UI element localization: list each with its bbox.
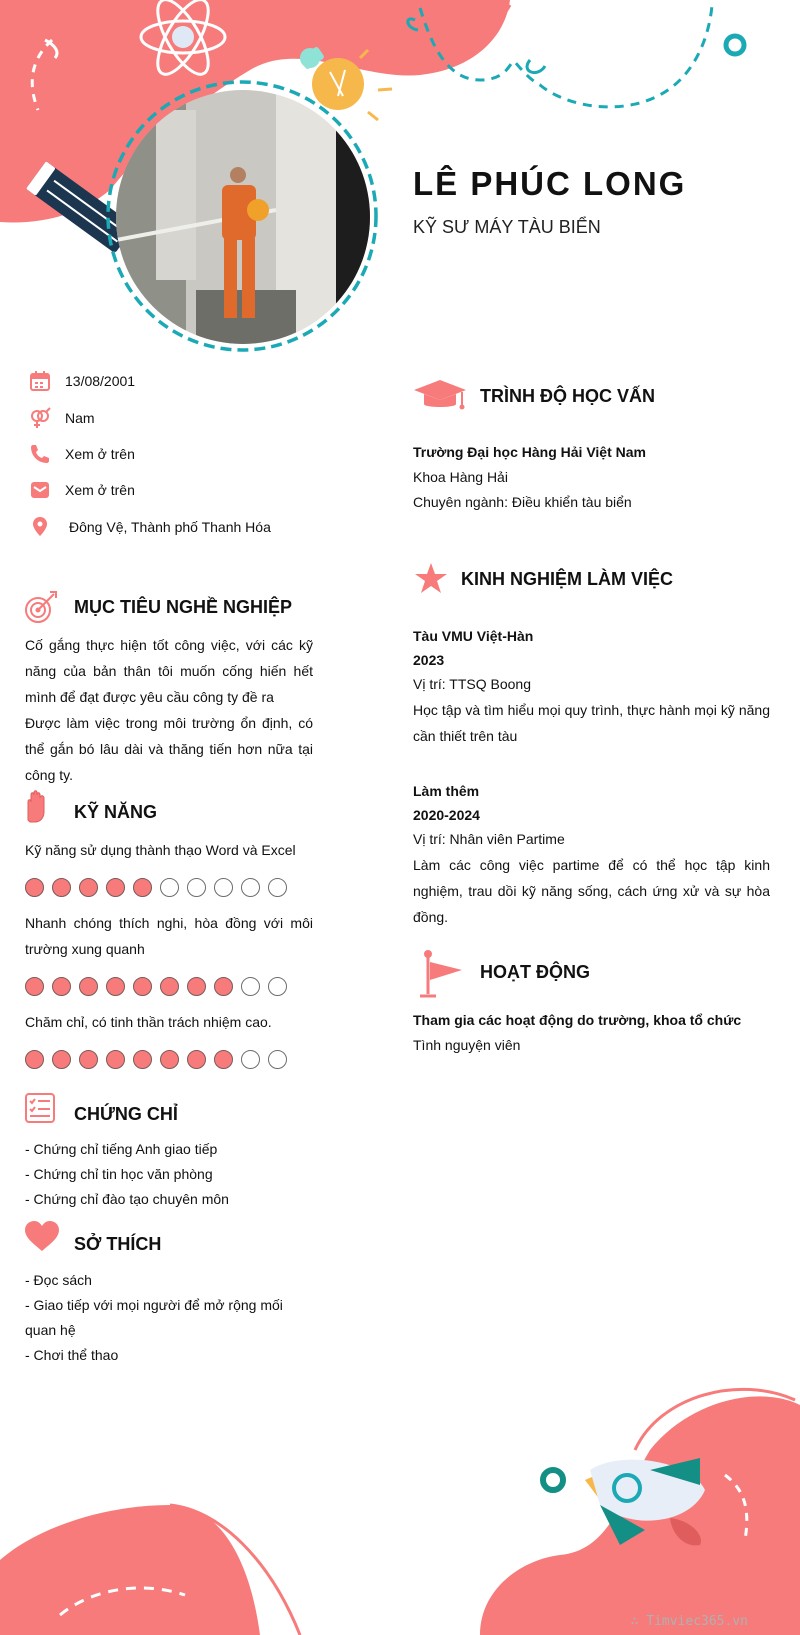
skill-dot-filled xyxy=(106,878,125,897)
experience-title: KINH NGHIỆM LÀM VIỆC xyxy=(461,569,674,589)
contact-phone xyxy=(28,441,135,467)
skill-dot-filled xyxy=(133,977,152,996)
mail-icon xyxy=(28,478,52,502)
contact-birthday xyxy=(28,368,136,394)
contact-email xyxy=(28,477,135,503)
skill-name-2: Nhanh chóng thích nghi, hòa đồng với môi trường xung quanh xyxy=(25,915,313,957)
skills-title: KỸ NĂNG xyxy=(74,802,158,822)
skill-dot-filled xyxy=(187,1050,206,1069)
skill-dot-filled xyxy=(25,977,44,996)
skill-dot-empty xyxy=(268,878,287,897)
skill-dot-filled xyxy=(106,1050,125,1069)
education-title: TRÌNH ĐỘ HỌC VẤN xyxy=(480,386,655,406)
skill-dot-empty xyxy=(214,878,233,897)
skill-name-1: Kỹ năng sử dụng thành thạo Word và Excel xyxy=(25,842,296,858)
hobby-item: - Đọc sách xyxy=(25,1272,92,1288)
objective-paragraph-2: Được làm việc trong môi trường ổn định, có thể gắn bó lâu dài và thăng tiến hơn nữa tại công ty. xyxy=(25,715,313,783)
heart-icon xyxy=(24,1220,60,1252)
job-company: Làm thêm xyxy=(413,783,480,799)
activity-role: Tình nguyện viên xyxy=(413,1037,521,1053)
education-faculty: Khoa Hàng Hải xyxy=(413,469,508,485)
objective-paragraph-1: Cố gắng thực hiện tốt công việc, với các kỹ năng của bản thân tôi muốn cống hiến hết mình để đạt được yêu cầu công ty đề ra xyxy=(25,637,313,705)
skill-dot-filled xyxy=(133,1050,152,1069)
objective-title: MỤC TIÊU NGHỀ NGHIỆP xyxy=(74,597,293,617)
skill-dot-filled xyxy=(214,1050,233,1069)
hand-icon xyxy=(24,790,48,824)
certificates-title: CHỨNG CHỈ xyxy=(74,1104,178,1124)
skill-dot-filled xyxy=(160,977,179,996)
flag-icon xyxy=(418,950,464,998)
skill-dot-empty xyxy=(268,1050,287,1069)
hobby-item: - Chơi thể thao xyxy=(25,1347,119,1363)
job-description: Làm các công việc partime để có thể học tập kinh nghiệm, trau dồi kỹ năng sống, cách ứng xử và sự hòa đồng. xyxy=(413,857,770,925)
objective-text xyxy=(25,632,313,788)
skill-dot-empty xyxy=(241,977,260,996)
skill-dot-filled xyxy=(79,878,98,897)
skill-dot-filled xyxy=(52,878,71,897)
skill-dot-filled xyxy=(52,1050,71,1069)
gender-text: Nam xyxy=(65,410,95,426)
skill-dot-filled xyxy=(106,977,125,996)
skill-dot-empty xyxy=(187,878,206,897)
target-icon xyxy=(24,590,58,624)
hobbies-title: SỞ THÍCH xyxy=(74,1234,162,1254)
certificate-item: - Chứng chỉ tin học văn phòng xyxy=(25,1166,213,1182)
footer-brand[interactable]: ∴ Timviec365.vn xyxy=(630,1614,748,1629)
activity-name: Tham gia các hoạt động do trường, khoa tổ chức xyxy=(413,1012,742,1028)
contact-gender xyxy=(28,405,95,431)
star-icon xyxy=(413,562,449,596)
skill-dot-filled xyxy=(25,1050,44,1069)
job-company: Tàu VMU Việt-Hàn xyxy=(413,628,534,644)
email-text[interactable]: Xem ở trên xyxy=(65,482,135,498)
hobby-item: - Giao tiếp với mọi người để mở rộng mối quan hệ xyxy=(25,1297,283,1338)
checklist-icon xyxy=(24,1092,56,1124)
skill-dot-filled xyxy=(25,878,44,897)
rocket-icon xyxy=(543,1458,705,1545)
skill-dot-filled xyxy=(79,977,98,996)
skill-dot-filled xyxy=(160,1050,179,1069)
phone-icon xyxy=(28,442,52,466)
certificate-item: - Chứng chỉ đào tạo chuyên môn xyxy=(25,1191,229,1207)
skill-dot-filled xyxy=(187,977,206,996)
job-description: Học tập và tìm hiểu mọi quy trình, thực hành mọi kỹ năng cần thiết trên tàu xyxy=(413,702,770,744)
education-school: Trường Đại học Hàng Hải Việt Nam xyxy=(413,444,646,460)
profile-photo xyxy=(116,90,370,344)
skill-dot-filled xyxy=(133,878,152,897)
graduation-cap-icon xyxy=(413,378,467,412)
calendar-icon xyxy=(28,369,52,393)
skill-dot-filled xyxy=(52,977,71,996)
candidate-name: LÊ PHÚC LONG xyxy=(413,165,687,202)
address-text: Đông Vệ, Thành phố Thanh Hóa xyxy=(69,519,271,535)
activities-title: HOẠT ĐỘNG xyxy=(480,962,590,982)
birthday-text: 13/08/2001 xyxy=(65,373,136,389)
job-position: Vị trí: Nhân viên Partime xyxy=(413,831,565,847)
job-position: Vị trí: TTSQ Boong xyxy=(413,676,532,692)
location-icon xyxy=(28,515,52,539)
phone-text[interactable]: Xem ở trên xyxy=(65,446,135,462)
skill-name-3: Chăm chỉ, có tinh thần trách nhiệm cao. xyxy=(25,1014,272,1030)
skill-dot-empty xyxy=(160,878,179,897)
skill-rating-3 xyxy=(25,1050,287,1069)
job-period: 2023 xyxy=(413,652,445,668)
job-title: KỸ SƯ MÁY TÀU BIỂN xyxy=(413,217,601,237)
skill-rating-2 xyxy=(25,977,287,996)
job-period: 2020-2024 xyxy=(413,807,480,823)
gender-icon xyxy=(28,406,52,430)
skill-dot-filled xyxy=(214,977,233,996)
skill-dot-empty xyxy=(268,977,287,996)
profile-photo-image xyxy=(116,90,370,344)
skill-dot-filled xyxy=(79,1050,98,1069)
education-major: Chuyên ngành: Điều khiển tàu biển xyxy=(413,494,632,510)
skill-dot-empty xyxy=(241,878,260,897)
contact-address xyxy=(28,514,271,540)
skill-rating-1 xyxy=(25,878,287,897)
certificate-item: - Chứng chỉ tiếng Anh giao tiếp xyxy=(25,1141,218,1157)
skill-dot-empty xyxy=(241,1050,260,1069)
